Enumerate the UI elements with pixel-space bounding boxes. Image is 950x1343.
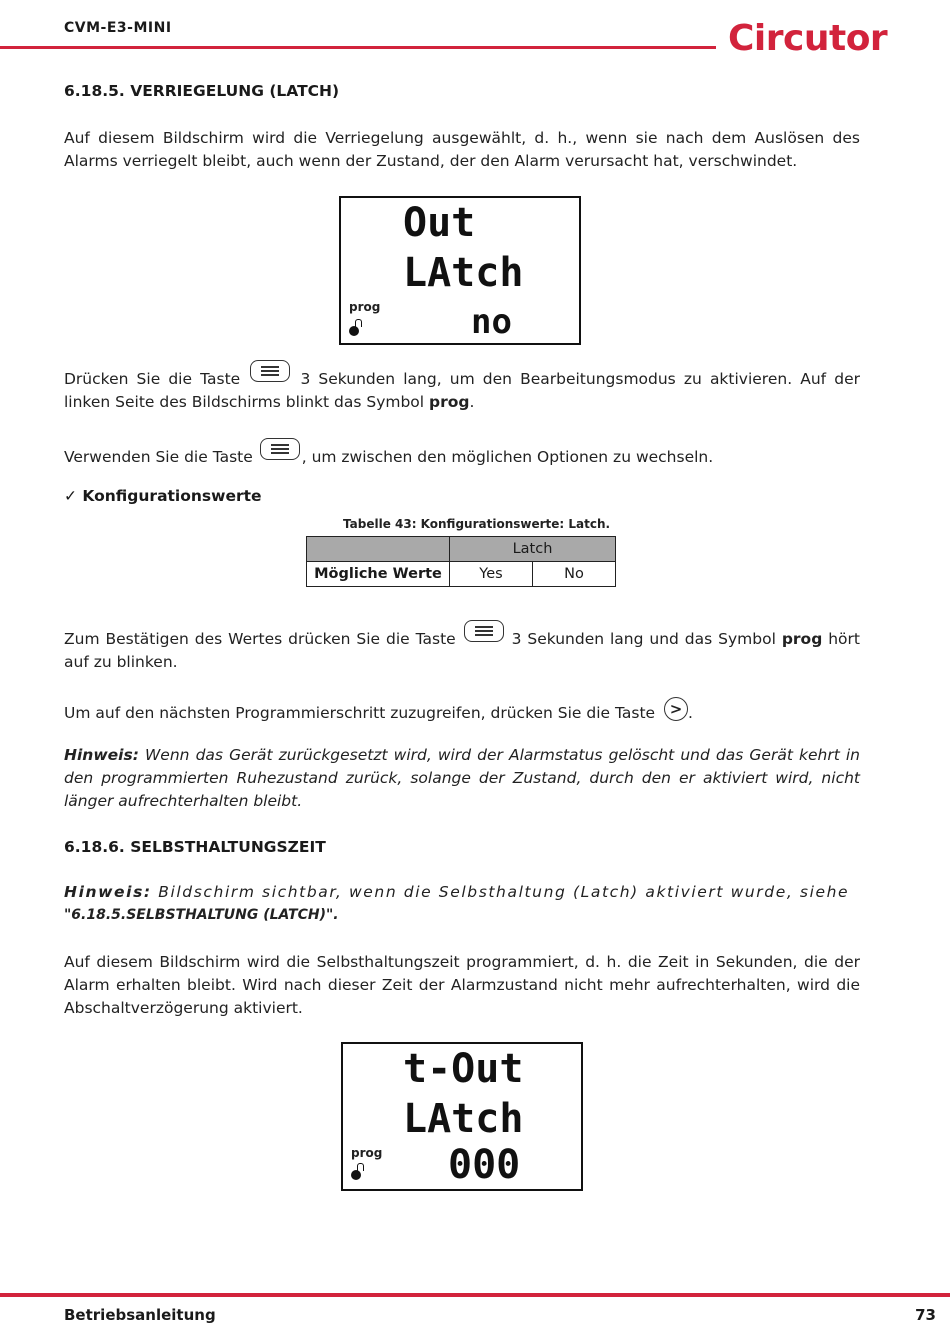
next-arrow-key-icon: > bbox=[664, 697, 688, 721]
menu-key-icon bbox=[250, 360, 290, 382]
lcd-line-2: LAtch bbox=[403, 250, 524, 296]
hold-time-intro-paragraph: Auf diesem Bildschirm wird die Selbsthaltungszeit programmiert, d. h. die Zeit in Sekunden, die der Alarm erhalten bleibt. Wird nach dieser Zeit der Alarmzustand nicht mehr aufrechterhalten, wird die Abschaltverzögerung aktiviert. bbox=[64, 953, 860, 1017]
lcd-line-1: t-Out bbox=[403, 1046, 524, 1092]
confirm-text-c: hört auf zu blinken. bbox=[64, 630, 860, 671]
lcd-display-hold-time bbox=[341, 1042, 583, 1191]
prog-symbol-label: prog bbox=[349, 300, 381, 314]
table-corner-cell bbox=[307, 537, 450, 562]
config-table bbox=[306, 536, 616, 587]
table-caption: Tabelle 43: Konfigurationswerte: Latch. bbox=[343, 517, 611, 531]
note-label: Hinweis: bbox=[64, 883, 152, 901]
menu-key-icon bbox=[464, 620, 504, 642]
prog-bold: prog bbox=[781, 630, 823, 648]
confirm-paragraph bbox=[64, 620, 860, 674]
section-heading-latch: 6.18.5. VERRIEGELUNG (LATCH) bbox=[64, 82, 340, 100]
brand-logo: Circutor bbox=[728, 18, 888, 59]
hold-time-note-paragraph bbox=[64, 881, 860, 927]
latch-note-paragraph bbox=[64, 744, 860, 813]
note-reference: "6.18.5.SELBSTHALTUNG (LATCH)". bbox=[64, 907, 339, 923]
footer-rule bbox=[0, 1293, 950, 1297]
page-number: 73 bbox=[915, 1306, 936, 1324]
note-text: Bildschirm sichtbar, wenn die Selbsthaltung (Latch) aktiviert wurde, siehe bbox=[158, 883, 850, 901]
config-values-heading: ✓ Konfigurationswerte bbox=[64, 487, 262, 505]
table-row-label: Mögliche Werte bbox=[307, 562, 450, 587]
table-value-no: No bbox=[533, 562, 616, 587]
use-text-a: Verwenden Sie die Taste bbox=[64, 448, 253, 466]
lcd-line-2: LAtch bbox=[403, 1096, 524, 1142]
menu-key-icon bbox=[260, 438, 300, 460]
press-text-b: 3 Sekunden lang, um den Bearbeitungsmodus zu aktivieren. Auf der linken Seite des Bildschirms blinkt das Symbol bbox=[64, 370, 860, 411]
prog-bold: prog bbox=[429, 393, 470, 411]
header-rule bbox=[0, 46, 716, 49]
document-model: CVM-E3-MINI bbox=[64, 20, 172, 36]
next-text-a: Um auf den nächsten Programmierschritt zuzugreifen, drücken Sie die Taste bbox=[64, 704, 656, 722]
lock-icon bbox=[349, 326, 359, 336]
lcd-line-1: Out bbox=[403, 200, 476, 246]
prog-symbol-label: prog bbox=[351, 1146, 383, 1160]
confirm-text-b: 3 Sekunden lang und das Symbol bbox=[511, 630, 776, 648]
table-header-latch: Latch bbox=[450, 537, 616, 562]
confirm-text-a: Zum Bestätigen des Wertes drücken Sie die Taste bbox=[64, 630, 456, 648]
next-text-end: . bbox=[688, 704, 693, 722]
section-heading-hold-time: 6.18.6. SELBSTHALTUNGSZEIT bbox=[64, 838, 326, 856]
press-key-paragraph bbox=[64, 360, 860, 414]
press-text-end: . bbox=[469, 393, 475, 411]
next-step-paragraph bbox=[64, 697, 860, 725]
press-text-a: Drücken Sie die Taste bbox=[64, 370, 241, 388]
note-label: Hinweis: bbox=[64, 746, 139, 764]
lock-icon bbox=[351, 1170, 361, 1180]
lcd-line-3-value: 000 bbox=[448, 1142, 521, 1188]
use-key-paragraph bbox=[64, 438, 860, 469]
use-text-b: , um zwischen den möglichen Optionen zu wechseln. bbox=[301, 448, 714, 466]
footer-title: Betriebsanleitung bbox=[64, 1306, 216, 1324]
lcd-display-latch bbox=[339, 196, 581, 345]
lcd-line-3-value: no bbox=[471, 302, 512, 342]
note-text: Wenn das Gerät zurückgesetzt wird, wird der Alarmstatus gelöscht und das Gerät kehrt in den programmierten Ruhezustand zurück, solange der Zustand, durch den er aktiviert wird, nicht länger aufrechterhalten bleibt. bbox=[64, 746, 860, 810]
table-value-yes: Yes bbox=[450, 562, 533, 587]
latch-intro-paragraph: Auf diesem Bildschirm wird die Verriegelung ausgewählt, d. h., wenn sie nach dem Auslösen des Alarms verriegelt bleibt, auch wenn der Zustand, der den Alarm verursacht hat, verschwindet. bbox=[64, 129, 860, 170]
